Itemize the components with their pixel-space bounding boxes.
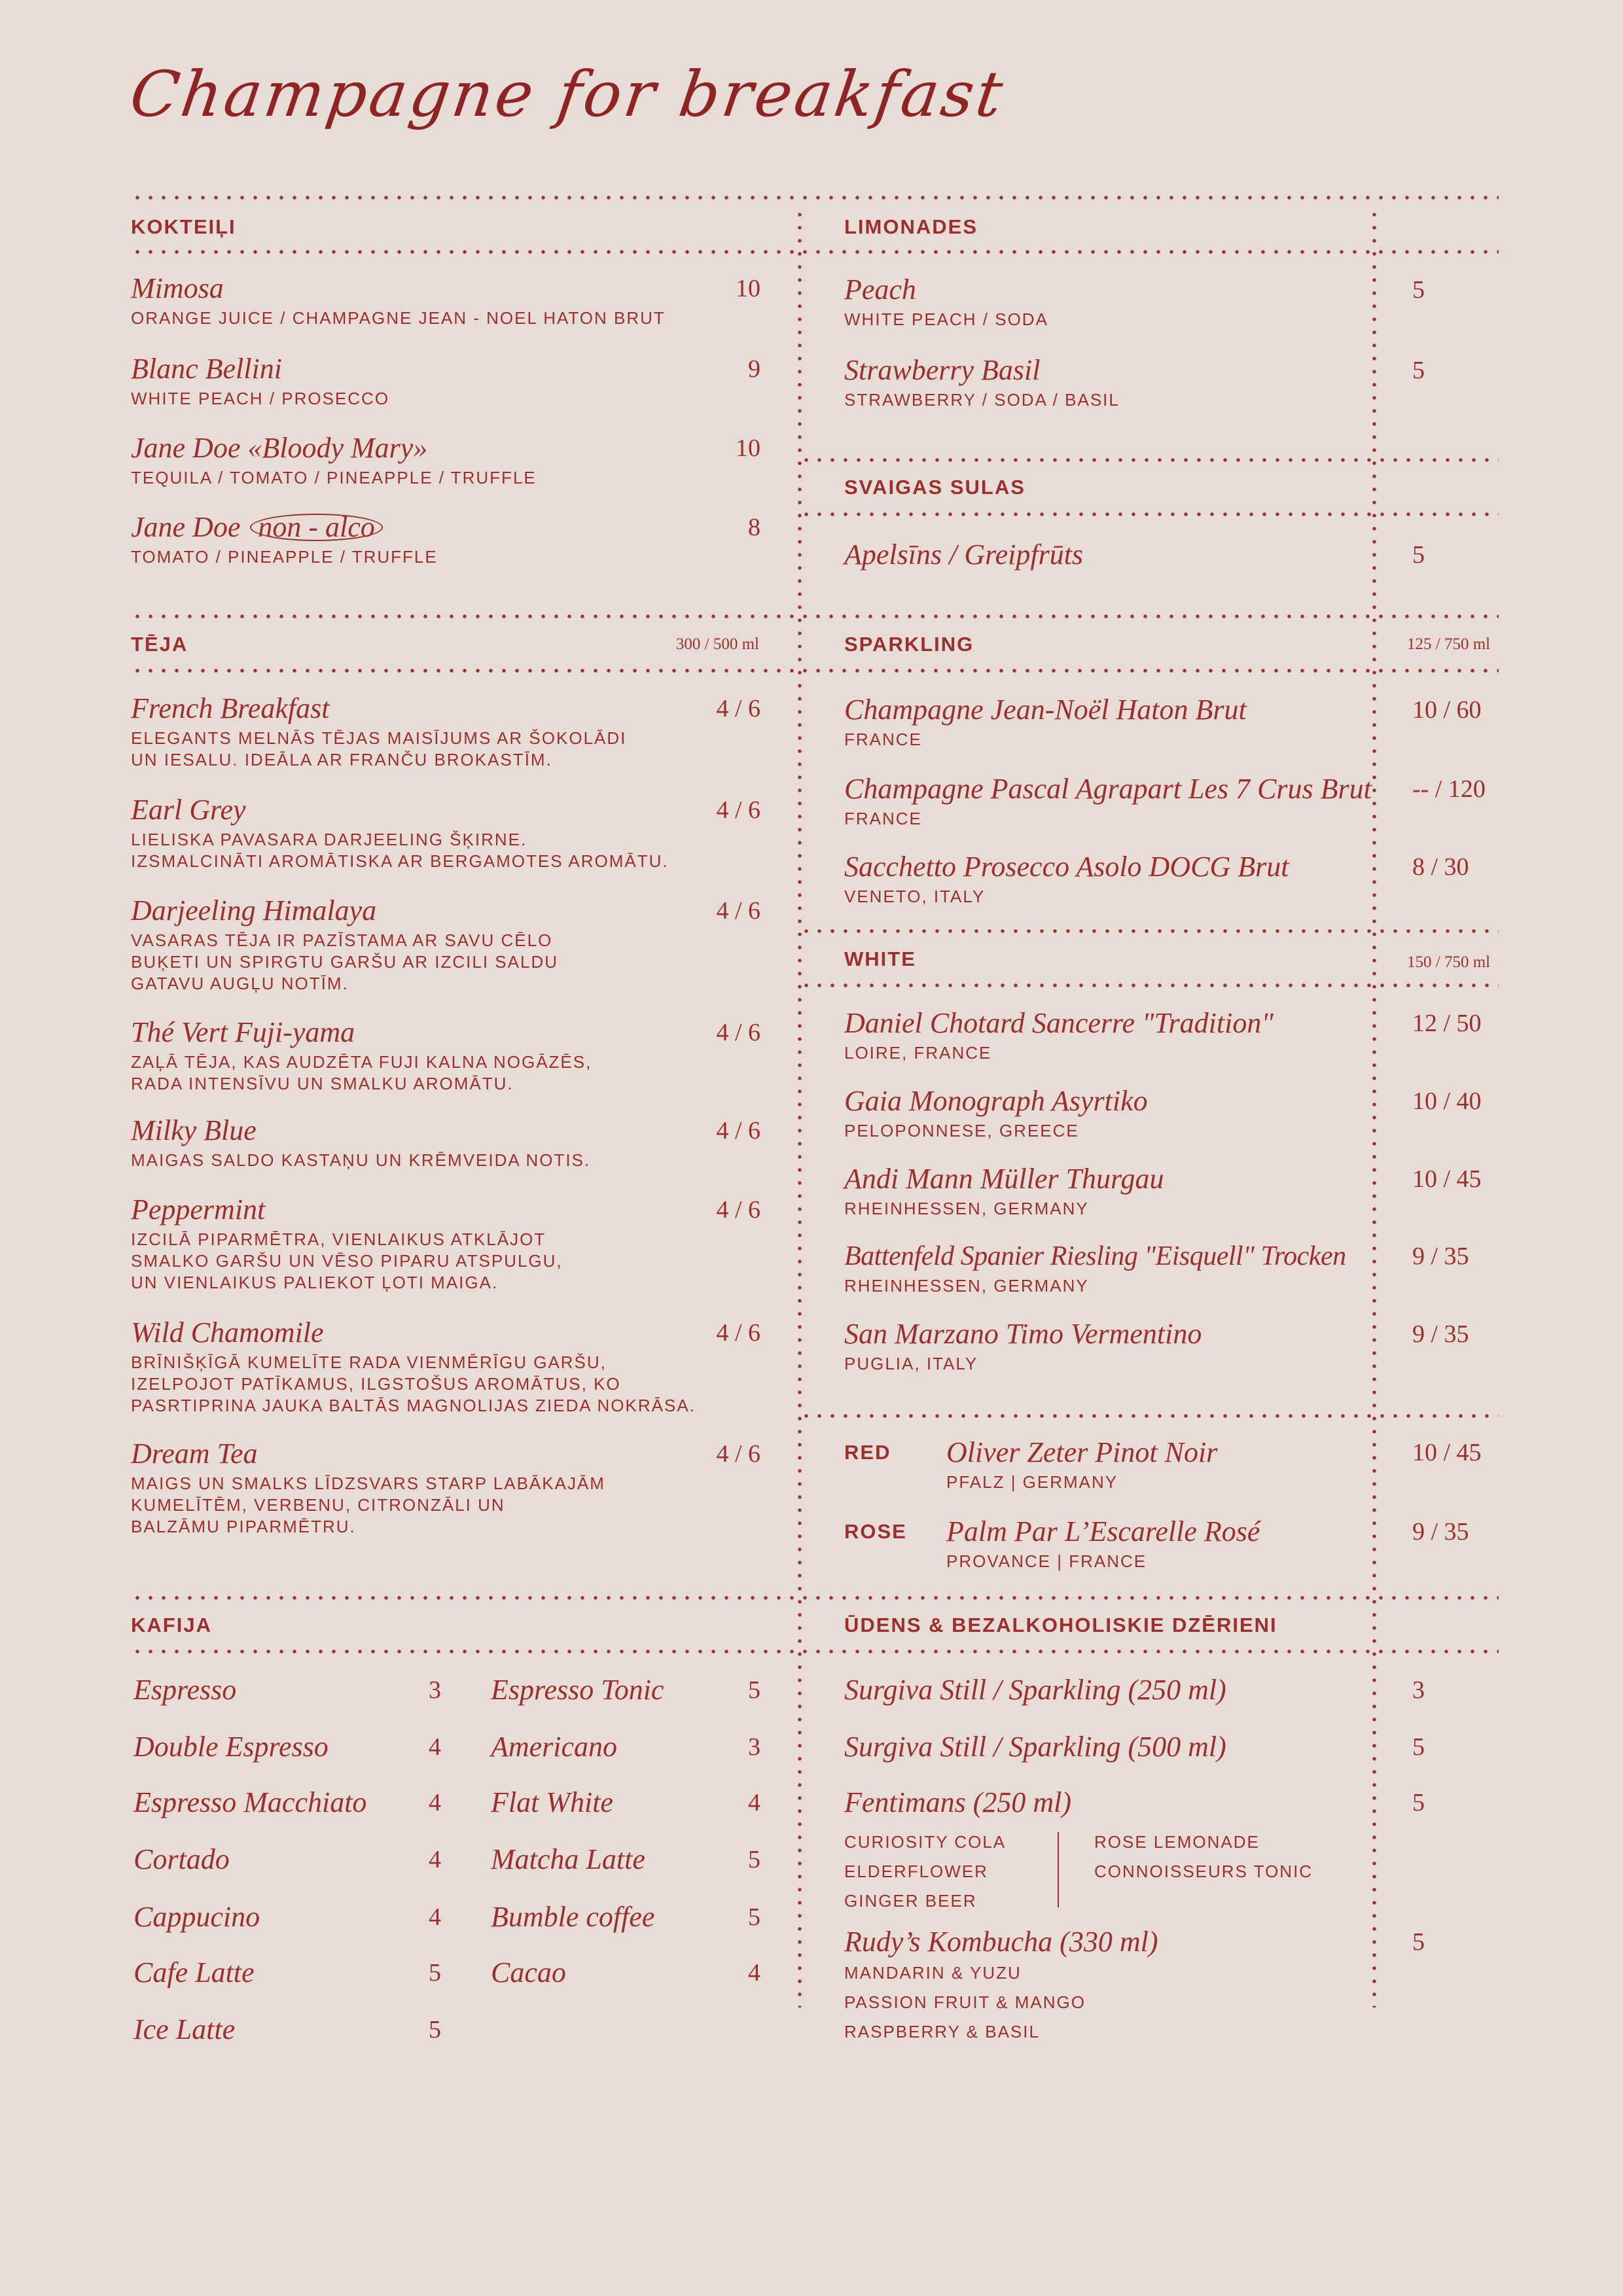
- item-price: 4 / 6: [716, 1319, 760, 1347]
- divider: [131, 195, 1499, 200]
- item-name: Battenfeld Spanier Riesling "Eisquell" Trocken: [844, 1241, 1346, 1271]
- coffee-name: Cacao: [491, 1956, 566, 1988]
- item-description: PELOPONNESE, GREECE: [844, 1121, 1079, 1140]
- item-name: Champagne Jean-Noël Haton Brut: [844, 694, 1247, 726]
- coffee-price: 4: [429, 1733, 441, 1761]
- menu-item: [844, 354, 1499, 411]
- section-heading-lemonades: LIMONADES: [844, 215, 978, 238]
- item-price: 4 / 6: [716, 897, 760, 925]
- section-heading-sparkling: SPARKLING: [844, 633, 974, 656]
- item-price: 10 / 60: [1412, 696, 1482, 724]
- item-price: 5: [1412, 541, 1425, 569]
- menu-item: [844, 1163, 1499, 1220]
- coffee-price: 3: [748, 1733, 760, 1761]
- item-name: French Breakfast: [131, 692, 330, 724]
- flavor-separator: [1058, 1832, 1059, 1907]
- menu-item: [844, 694, 1499, 751]
- coffee-name: Cortado: [134, 1843, 230, 1875]
- item-name: Daniel Chotard Sancerre "Tradition": [844, 1007, 1274, 1039]
- item-name: Darjeeling Himalaya: [131, 894, 377, 927]
- menu-item: [844, 1240, 1499, 1297]
- item-description: IZCILĀ PIPARMĒTRA, VIENLAIKUS ATKLĀJOT SMALKO GARŠU UN VĒSO PIPARU ATSPULGU, UN VIENLAIKUS PALIEKOT ĻOTI MAIGA.: [131, 1229, 563, 1292]
- divider: [800, 457, 1499, 463]
- item-description: LIELISKA PAVASARA DARJEELING ŠĶIRNE. IZSMALCINĀTI AROMĀTISKA AR BERGAMOTES AROMĀTU.: [131, 830, 669, 871]
- wine-type-label: ROSE: [844, 1520, 907, 1543]
- menu-item: [844, 1731, 1499, 1763]
- menu-item: [131, 1438, 760, 1538]
- logo: Champagne for breakfast: [126, 58, 1010, 131]
- coffee-price: 4: [429, 1846, 441, 1873]
- coffee-price: 4: [429, 1903, 441, 1931]
- item-price: 10 / 45: [1412, 1165, 1482, 1193]
- menu-item: [131, 1114, 760, 1171]
- kombucha-flavors: MANDARIN & YUZU PASSION FRUIT & MANGO RASPBERRY & BASIL: [844, 1963, 1086, 2041]
- item-price: 8: [748, 514, 760, 541]
- menu-item: [131, 1193, 760, 1294]
- item-price: 4 / 6: [716, 1440, 760, 1468]
- item-name: Peach: [844, 274, 916, 306]
- item-description: STRAWBERRY / SODA / BASIL: [844, 390, 1120, 410]
- item-name: Peppermint: [131, 1193, 266, 1226]
- menu-item: [131, 272, 760, 329]
- menu-item: [844, 1926, 1499, 2047]
- item-name: Palm Par L’Escarelle Rosé: [946, 1515, 1260, 1547]
- item-description: PROVANCE | FRANCE: [946, 1551, 1147, 1571]
- item-price: 10 / 40: [1412, 1087, 1482, 1115]
- menu-item: [844, 1085, 1499, 1142]
- section-heading-cocktails: KOKTEIĻI: [131, 215, 236, 238]
- item-description: ORANGE JUICE / CHAMPAGNE JEAN - NOEL HATON BRUT: [131, 308, 666, 328]
- menu-item-red: [844, 1436, 1499, 1493]
- divider: [131, 249, 1499, 255]
- item-name: Fentimans (250 ml): [844, 1786, 1072, 1818]
- item-name: Jane Doe «Bloody Mary»: [131, 432, 428, 464]
- coffee-row: [131, 2013, 759, 2046]
- item-description: WHITE PEACH / PROSECCO: [131, 389, 390, 408]
- coffee-name: Cafe Latte: [134, 1956, 255, 1988]
- coffee-name: Espresso Macchiato: [134, 1786, 367, 1818]
- section-heading-white: WHITE: [844, 947, 916, 970]
- menu-item: [844, 1786, 1499, 1819]
- item-description: VENETO, ITALY: [844, 887, 986, 906]
- menu-item-rose: [844, 1515, 1499, 1572]
- item-price: 4 / 6: [716, 695, 760, 722]
- menu-item: [844, 539, 1499, 571]
- menu-item: [844, 1318, 1499, 1375]
- coffee-price: 5: [429, 1959, 441, 1987]
- item-price: 9: [748, 355, 760, 383]
- item-price: 9 / 35: [1412, 1320, 1469, 1348]
- coffee-row: [131, 1956, 759, 1989]
- coffee-name: Espresso Tonic: [491, 1674, 664, 1706]
- item-price: 12 / 50: [1412, 1010, 1482, 1037]
- coffee-price: 5: [748, 1903, 760, 1931]
- item-price: 8 / 30: [1412, 853, 1469, 881]
- item-description: PFALZ | GERMANY: [946, 1472, 1118, 1492]
- coffee-name: Americano: [491, 1731, 618, 1763]
- item-description: LOIRE, FRANCE: [844, 1043, 992, 1063]
- coffee-price: 5: [429, 2016, 441, 2043]
- item-name-text: Jane Doe: [131, 511, 241, 543]
- fentimans-flavors-right: ROSE LEMONADE CONNOISSEURS TONIC: [1094, 1832, 1313, 1881]
- item-name: Andi Mann Müller Thurgau: [844, 1163, 1164, 1195]
- divider: [131, 614, 1499, 619]
- coffee-name: Double Espresso: [134, 1731, 329, 1763]
- item-price: 5: [1412, 1733, 1425, 1761]
- item-name: Mimosa: [131, 272, 224, 304]
- menu-item: [131, 432, 760, 489]
- coffee-row: [131, 1674, 759, 1706]
- item-price: 5: [1412, 276, 1425, 304]
- column-divider: [797, 208, 802, 2007]
- menu-item: [131, 353, 760, 410]
- item-description: ELEGANTS MELNĀS TĒJAS MAISĪJUMS AR ŠOKOLĀDI UN IESALU. IDEĀLA AR FRANČU BROKASTĪM.: [131, 728, 627, 769]
- coffee-price: 5: [748, 1846, 760, 1873]
- menu-item: [844, 851, 1499, 908]
- item-name: Dream Tea: [131, 1438, 258, 1470]
- divider: [131, 1649, 1499, 1654]
- item-name: Apelsīns / Greipfrūts: [844, 539, 1084, 571]
- item-name: Wild Chamomile: [131, 1316, 324, 1349]
- item-name: Champagne Pascal Agrapart Les 7 Crus Brut: [844, 773, 1372, 805]
- item-price: -- / 120: [1412, 775, 1486, 803]
- non-alco-badge: non - alco: [250, 514, 382, 541]
- item-price: 9 / 35: [1412, 1243, 1469, 1270]
- menu-item: [131, 894, 760, 995]
- menu-item: [844, 773, 1499, 830]
- item-description: ZAĻĀ TĒJA, KAS AUDZĒTA FUJI KALNA NOGĀZĒS, RADA INTENSĪVU UN SMALKU AROMĀTU.: [131, 1052, 592, 1093]
- coffee-name: Cappucino: [134, 1901, 260, 1933]
- item-description: VASARAS TĒJA IR PAZĪSTAMA AR SAVU CĒLO BUĶETI UN SPIRGTU GARŠU AR IZCILI SALDU GATAVU AUGĻU NOTĪM.: [131, 930, 558, 993]
- item-price: 4 / 6: [716, 1196, 760, 1224]
- menu-item: [131, 1316, 760, 1417]
- tea-sizes: 300 / 500 ml: [675, 635, 759, 653]
- item-name: Rudy’s Kombucha (330 ml): [844, 1926, 1158, 1958]
- item-description: FRANCE: [844, 809, 922, 828]
- item-name: Surgiva Still / Sparkling (500 ml): [844, 1731, 1226, 1763]
- item-price: 5: [1412, 357, 1425, 384]
- coffee-row: [131, 1901, 759, 1934]
- menu-item: [131, 511, 760, 568]
- menu-item: [844, 1007, 1499, 1064]
- divider: [800, 1413, 1499, 1419]
- divider: [131, 1595, 1499, 1600]
- coffee-name: Flat White: [491, 1786, 613, 1818]
- item-price: 10 / 45: [1412, 1439, 1482, 1466]
- item-description: TOMATO / PINEAPPLE / TRUFFLE: [131, 547, 438, 567]
- coffee-row: [131, 1786, 759, 1819]
- sparkling-sizes: 125 / 750 ml: [1407, 635, 1491, 653]
- coffee-name: Ice Latte: [134, 2013, 236, 2045]
- item-description: RHEINHESSEN, GERMANY: [844, 1199, 1089, 1218]
- divider: [131, 668, 1499, 673]
- divider: [800, 928, 1499, 934]
- item-description: MAIGS UN SMALKS LĪDZSVARS STARP LABĀKAJĀM KUMELĪTĒM, VERBENU, CITRONZĀLI UN BALZĀMU PIPARMĒTRU.: [131, 1474, 605, 1536]
- item-price: 10: [736, 275, 760, 302]
- coffee-price: 3: [429, 1676, 441, 1704]
- coffee-row: [131, 1731, 759, 1763]
- item-name: [131, 511, 760, 544]
- item-name: Oliver Zeter Pinot Noir: [946, 1436, 1218, 1468]
- wine-type-label: RED: [844, 1441, 891, 1464]
- item-name: Surgiva Still / Sparkling (250 ml): [844, 1674, 1226, 1706]
- item-price: 4 / 6: [716, 1019, 760, 1046]
- divider: [800, 983, 1499, 988]
- item-name: Strawberry Basil: [844, 354, 1041, 386]
- coffee-row: [131, 1843, 759, 1876]
- item-description: MAIGAS SALDO KASTAŅU UN KRĒMVEIDA NOTIS.: [131, 1150, 591, 1170]
- coffee-name: Espresso: [134, 1674, 237, 1706]
- item-price: 4 / 6: [716, 1117, 760, 1144]
- item-price: 9 / 35: [1412, 1518, 1469, 1545]
- item-price: 4 / 6: [716, 796, 760, 824]
- section-heading-soft-drinks: ŪDENS & BEZALKOHOLISKIE DZĒRIENI: [844, 1614, 1277, 1636]
- item-name: Milky Blue: [131, 1114, 257, 1146]
- item-price: 3: [1412, 1676, 1425, 1704]
- item-name: Thé Vert Fuji-yama: [131, 1016, 355, 1048]
- item-description: RHEINHESSEN, GERMANY: [844, 1276, 1089, 1296]
- item-description: FRANCE: [844, 730, 922, 749]
- coffee-price: 4: [748, 1789, 760, 1816]
- section-heading-coffee: KAFIJA: [131, 1614, 212, 1636]
- item-description: BRĪNIŠĶĪGĀ KUMELĪTE RADA VIENMĒRĪGU GARŠU, IZELPOJOT PATĪKAMUS, ILGSTOŠUS AROMĀTUS, KO PASRTIPRINA JAUKA BALTĀS MAGNOLIJAS ZIEDA NOKRĀSA.: [131, 1352, 696, 1415]
- item-name: Gaia Monograph Asyrtiko: [844, 1085, 1148, 1117]
- coffee-price: 4: [429, 1789, 441, 1816]
- item-description: WHITE PEACH / SODA: [844, 309, 1048, 329]
- item-name: San Marzano Timo Vermentino: [844, 1318, 1202, 1350]
- menu-item: [844, 1674, 1499, 1706]
- coffee-name: Bumble coffee: [491, 1901, 655, 1933]
- section-heading-tea: TĒJA: [131, 633, 188, 656]
- white-sizes: 150 / 750 ml: [1407, 953, 1491, 971]
- coffee-name: Matcha Latte: [491, 1843, 645, 1875]
- item-description: PUGLIA, ITALY: [844, 1354, 978, 1373]
- menu-item: [131, 1016, 760, 1095]
- coffee-price: 5: [748, 1676, 760, 1704]
- item-name: Sacchetto Prosecco Asolo DOCG Brut: [844, 851, 1289, 883]
- coffee-price: 4: [748, 1959, 760, 1987]
- fentimans-flavors-left: CURIOSITY COLA ELDERFLOWER GINGER BEER: [844, 1832, 1007, 1911]
- divider: [800, 512, 1499, 517]
- item-price: 5: [1412, 1928, 1425, 1956]
- item-price: 5: [1412, 1789, 1425, 1816]
- item-description: TEQUILA / TOMATO / PINEAPPLE / TRUFFLE: [131, 468, 537, 487]
- menu-item: [844, 274, 1499, 330]
- menu-item: [131, 794, 760, 872]
- item-price: 10: [736, 434, 760, 462]
- menu-item: [131, 692, 760, 771]
- item-name: Earl Grey: [131, 794, 246, 826]
- item-name: Blanc Bellini: [131, 353, 282, 385]
- section-heading-juices: SVAIGAS SULAS: [844, 476, 1026, 499]
